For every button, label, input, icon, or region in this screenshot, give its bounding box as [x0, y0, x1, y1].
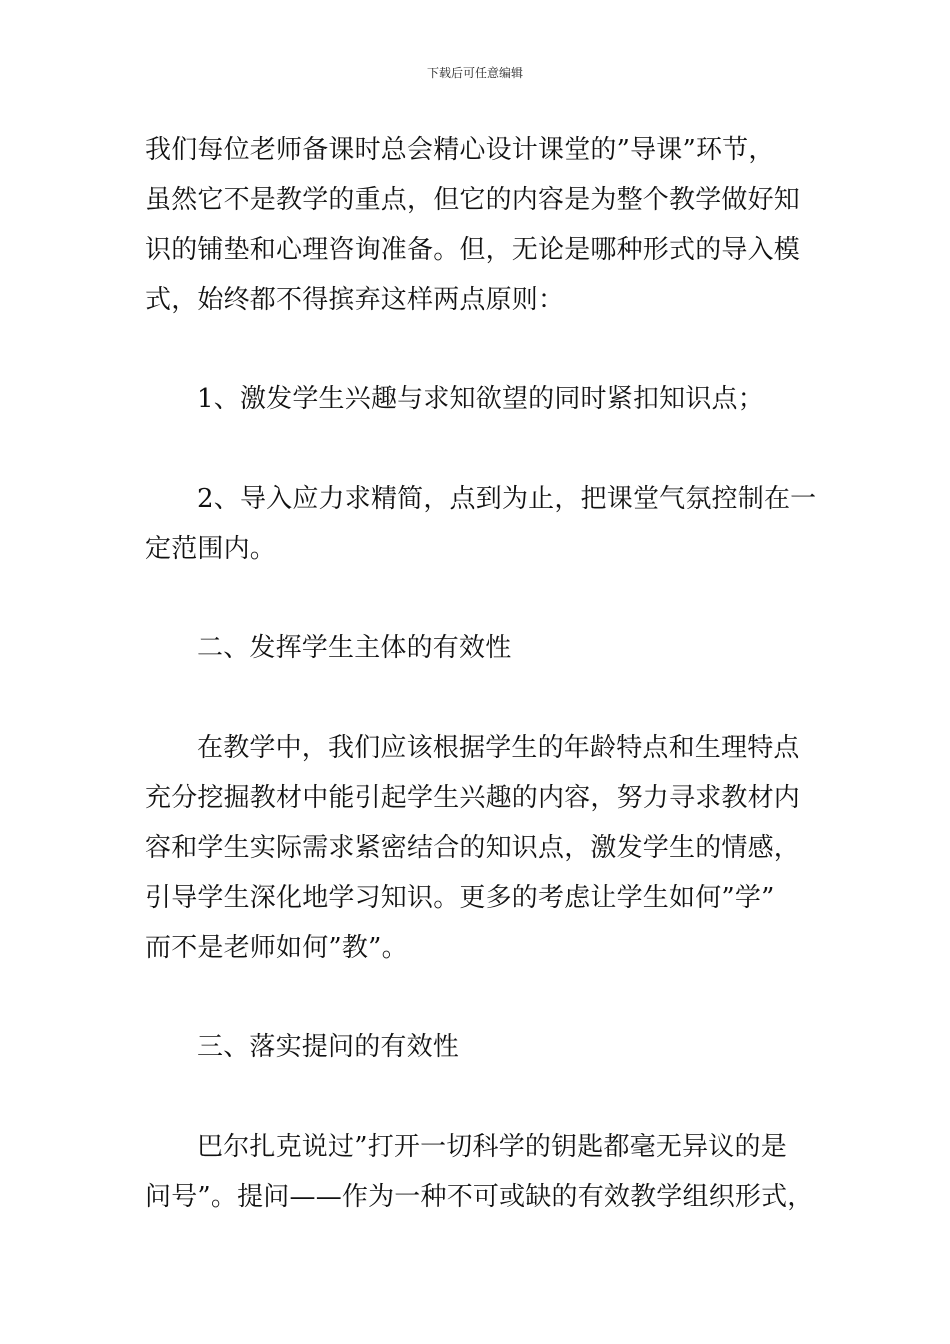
- paragraph-3-line-1: 巴尔扎克说过”打开一切科学的钥匙都毫无异议的是: [197, 1132, 787, 1162]
- section-heading-3: 三、落实提问的有效性: [197, 1032, 460, 1062]
- paragraph-2-line-2: 充分挖掘教材中能引起学生兴趣的内容，努力寻求教材内: [145, 783, 801, 813]
- paragraph-2-line-4: 引导学生深化地学习知识。更多的考虑让学生如何”学”: [145, 883, 775, 913]
- paragraph-1-line-3: 识的铺垫和心理咨询准备。但，无论是哪种形式的导入模: [145, 235, 801, 265]
- paragraph-3-line-2: 问号”。提问——作为一种不可或缺的有效教学组织形式，: [145, 1182, 814, 1212]
- download-edit-note: 下载后可任意编辑: [426, 66, 523, 80]
- principle-1: 1、激发学生兴趣与求知欲望的同时紧扣知识点；: [197, 384, 764, 414]
- paragraph-2-line-1: 在教学中，我们应该根据学生的年龄特点和生理特点: [197, 733, 800, 763]
- section-heading-2: 二、发挥学生主体的有效性: [197, 633, 512, 663]
- principle-2-line-2: 定范围内。: [145, 534, 277, 564]
- paragraph-1-line-1: 我们每位老师备课时总会精心设计课堂的”导课”环节，: [145, 135, 775, 165]
- paragraph-2-line-5: 而不是老师如何”教”。: [145, 933, 408, 963]
- paragraph-1-line-2: 虽然它不是教学的重点，但它的内容是为整个教学做好知: [145, 185, 801, 215]
- principle-2-line-1: 2、导入应力求精简，点到为止，把课堂气氛控制在一: [197, 484, 817, 514]
- paragraph-2-line-3: 容和学生实际需求紧密结合的知识点，激发学生的情感，: [145, 833, 801, 863]
- paragraph-1-line-4: 式，始终都不得摈弃这样两点原则：: [145, 285, 565, 315]
